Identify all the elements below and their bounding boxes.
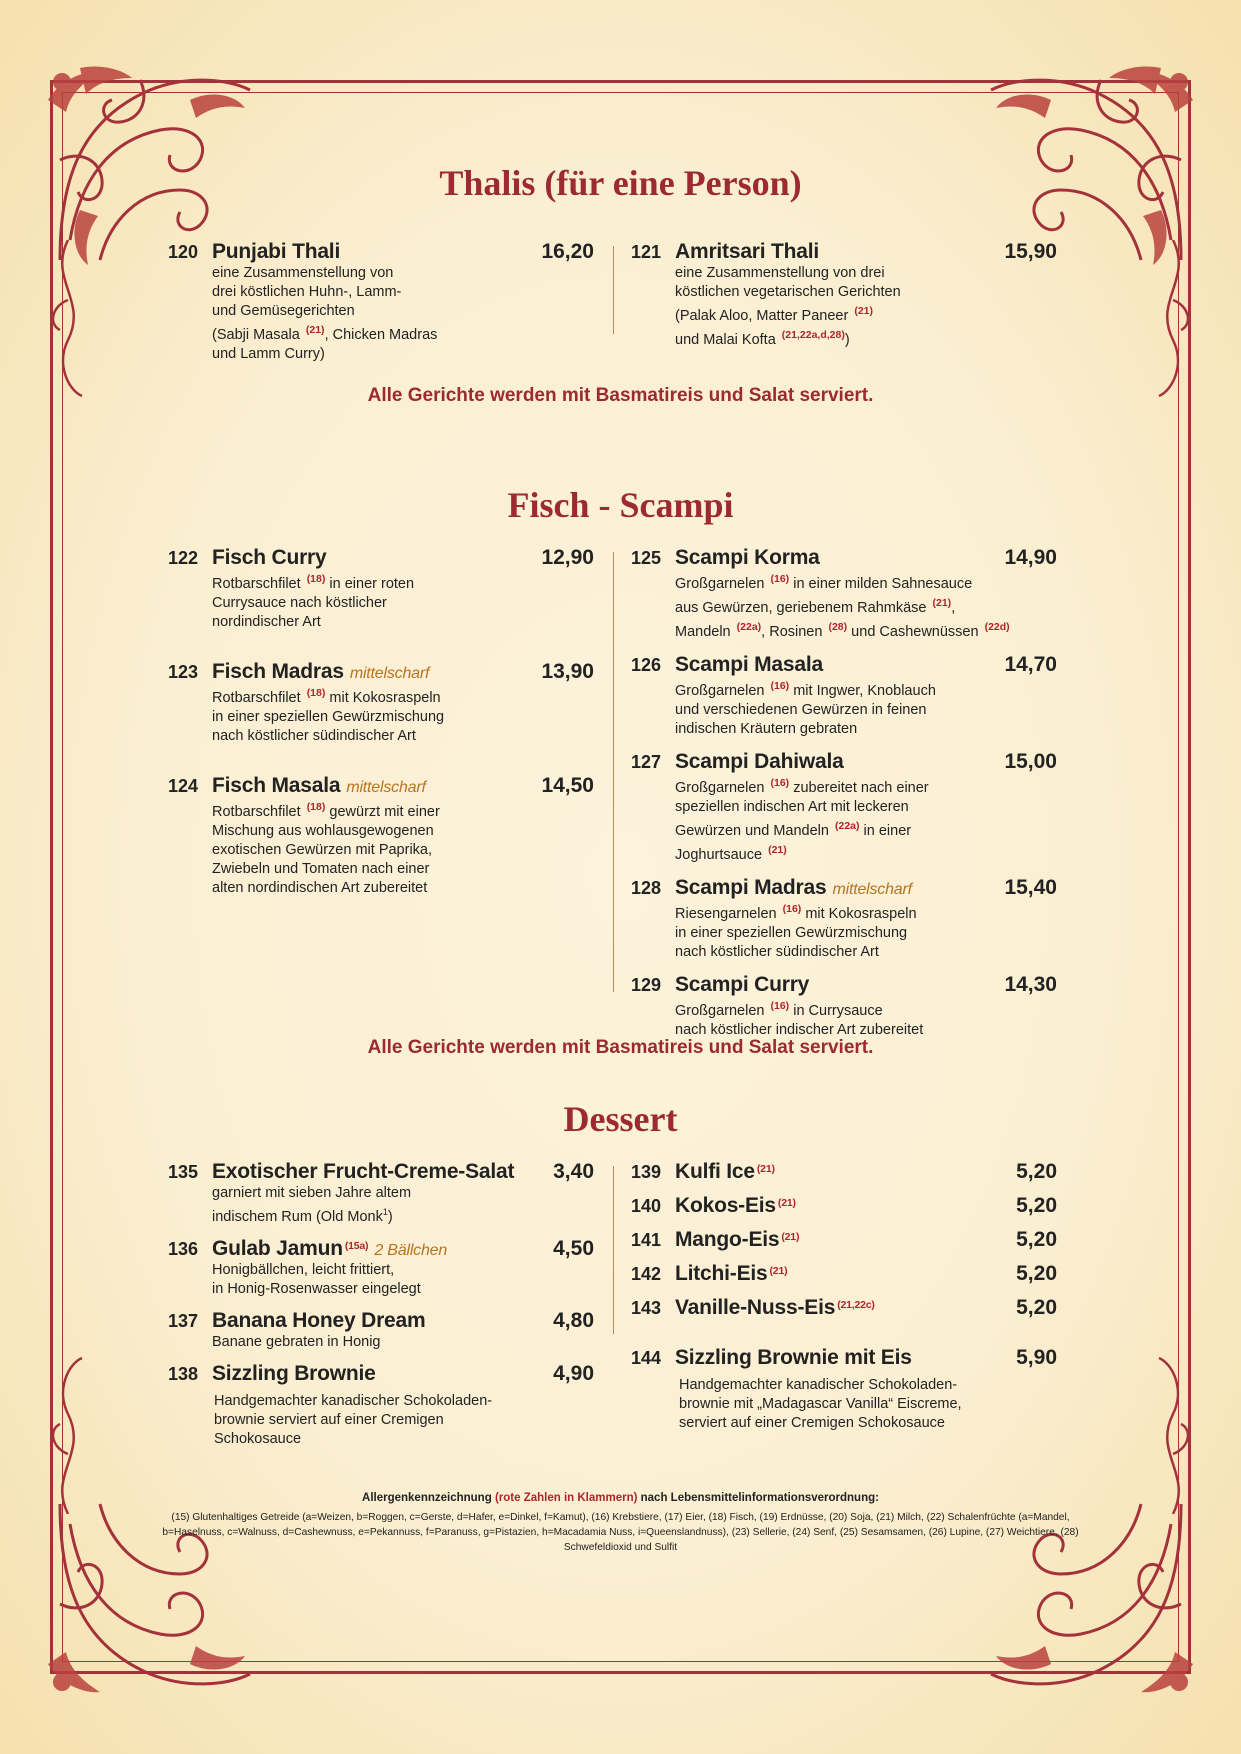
item-name: Punjabi Thali (212, 240, 341, 263)
item-description: Handgemachter kanadischer Schokoladen- brownie serviert auf einer Cremigen Schokosauce (214, 1392, 493, 1447)
item-number: 140 (631, 1196, 662, 1216)
menu-item-139 (631, 1160, 1057, 1184)
item-number: 124 (168, 776, 199, 796)
item-name: Scampi Madras mittelscharf (675, 876, 912, 899)
menu-item-136 (168, 1237, 594, 1299)
item-number: 121 (631, 242, 662, 262)
item-name: Scampi Curry (675, 973, 810, 996)
item-price: 14,70 (1004, 653, 1057, 676)
item-name: Banana Honey Dream (212, 1308, 426, 1332)
allergen-code: (21) (854, 305, 874, 317)
menu-item-124 (168, 774, 594, 898)
item-price: 5,20 (1016, 1228, 1057, 1251)
section-title-dessert: Dessert (563, 1099, 678, 1139)
allergen-code: (21) (932, 597, 952, 609)
item-number: 142 (631, 1264, 662, 1284)
item-name: Sizzling Brownie mit Eis (675, 1346, 912, 1369)
item-description: eine Zusammenstellung von drei köstlichen vegetarischen Gerichten (Palak Aloo, Matter Paneer $^{(21)}$ und Malai Kofta $^{(21,22a,d,28)}$) (675, 265, 901, 348)
thalis-right-column (631, 240, 1057, 350)
menu-item-121 (631, 240, 1057, 350)
allergen-code: (21) (305, 324, 325, 336)
item-number: 141 (631, 1230, 662, 1250)
item-price: 14,90 (1004, 546, 1057, 569)
dessert-right-column (631, 1160, 1057, 1433)
allergen-code: (16) (770, 680, 790, 692)
item-price: 5,20 (1016, 1160, 1057, 1183)
spice-tag: mittelscharf (346, 779, 426, 796)
menu-item-141 (631, 1228, 1057, 1252)
item-number: 138 (168, 1363, 199, 1384)
item-description: Rotbarschfilet $^{(18)}$ gewürzt mit einer Mischung aus wohlausgewogenen exotischen Gewürzen mit Paprika, Zwiebeln und Tomaten nach einer alten nordindischen Art zubereitet (212, 801, 440, 896)
item-price: 15,40 (1004, 876, 1057, 899)
menu-item-123 (168, 660, 594, 746)
item-price: 12,90 (541, 546, 594, 569)
allergen-code: (15a) (344, 1239, 369, 1252)
allergen-code: (21,22a,d,28) (781, 329, 845, 341)
item-name: Kokos-Eis $^{(21)}$ (675, 1194, 796, 1217)
item-number: 143 (631, 1298, 662, 1318)
allergen-code: (21) (777, 1197, 796, 1209)
item-name: Fisch Curry (212, 546, 327, 569)
item-number: 122 (168, 548, 199, 568)
column-divider (613, 552, 614, 992)
item-name: Gulab Jamun $^{(15a)}$ 2 Bällchen (212, 1236, 448, 1260)
allergen-code: (21) (768, 844, 787, 856)
item-description: Handgemachter kanadischer Schokoladen- brownie mit „Madagascar Vanilla“ Eiscreme, serviert auf einer Cremigen Schokosauce (679, 1377, 962, 1431)
item-description: Großgarnelen $^{(16)}$ zubereitet nach einer speziellen indischen Art mit leckeren Gewürzen und Mandeln $^{(22a)}$ in einer Joghurtsauce $^{(21)}$ (675, 777, 929, 863)
menu-item-126 (631, 653, 1057, 739)
allergen-code: (21) (781, 1231, 800, 1243)
item-description: Banane gebraten in Honig (212, 1333, 381, 1350)
item-description: Großgarnelen $^{(16)}$ in Currysauce nach köstlicher indischer Art zubereitet (675, 1000, 924, 1038)
spice-tag: mittelscharf (349, 665, 430, 682)
column-divider (613, 246, 614, 334)
menu-item-142 (631, 1262, 1057, 1286)
menu-item-140 (631, 1194, 1057, 1218)
item-number: 137 (168, 1310, 199, 1331)
allergen-legend-title: Allergenkennzeichnung (rote Zahlen in Klammern) nach Lebensmittelinformationsverordnung: (362, 1492, 879, 1504)
item-number: 136 (168, 1238, 199, 1259)
allergen-code: (18) (306, 801, 326, 813)
allergen-code: (22d) (984, 621, 1010, 633)
portion-tag: 2 Bällchen (374, 1241, 448, 1259)
fisch-right-column (631, 546, 1057, 1040)
item-description: Rotbarschfilet $^{(18)}$ in einer roten Currysauce nach köstlicher nordindischer Art (212, 573, 415, 630)
menu-item-125 (631, 546, 1057, 642)
item-price: 5,20 (1016, 1262, 1057, 1285)
item-name: Sizzling Brownie (212, 1361, 376, 1385)
item-name: Fisch Masala mittelscharf (212, 774, 426, 797)
item-price: 5,90 (1016, 1346, 1057, 1369)
menu-item-128 (631, 876, 1057, 962)
item-description: Großgarnelen $^{(16)}$ in einer milden Sahnesauce aus Gewürzen, geriebenem Rahmkäse $^{(21)}$, Mandeln $^{(22a)}$, Rosinen $^{(28)}$ und Cashewnüssen $^{(22d)}$ (675, 573, 1010, 640)
item-number: 126 (631, 655, 662, 675)
item-name: Vanille-Nuss-Eis $^{(21,22c)}$ (675, 1296, 875, 1319)
item-name: Scampi Dahiwala (675, 750, 844, 773)
allergen-code: (21,22c) (837, 1299, 875, 1311)
allergen-code: (21) (756, 1163, 775, 1175)
item-description: Rotbarschfilet $^{(18)}$ mit Kokosraspeln in einer speziellen Gewürzmischung nach köstlicher südindischer Art (212, 687, 445, 744)
ornament-side-left-icon (38, 240, 98, 400)
allergen-code: (22a) (736, 621, 762, 633)
item-name: Litchi-Eis $^{(21)}$ (675, 1262, 788, 1285)
item-name: Scampi Masala (675, 653, 823, 676)
item-name: Exotischer Frucht-Creme-Salat (212, 1160, 515, 1183)
item-price: 4,50 (553, 1236, 594, 1260)
item-number: 128 (631, 878, 662, 898)
item-number: 139 (631, 1162, 662, 1182)
item-price: 14,30 (1004, 973, 1057, 996)
item-price: 14,50 (541, 774, 594, 797)
item-price: 15,00 (1004, 750, 1057, 773)
item-name: Kulfi Ice $^{(21)}$ (675, 1160, 775, 1183)
allergen-legend-text: (15) Glutenhaltiges Getreide (a=Weizen, b=Roggen, c=Gerste, d=Hafer, e=Dinkel, f=Kamut), (16) Krebstiere, (17) Eier, (18) Fisch, (19) Erdnüsse, (20) Soja, (21) Milch, (22) Schalenfrüchte (a=Mandel, b=Haselnuss, c=Walnuss, d=Cashewnuss, e=Pekannuss, f=Paranuss, g=Pistazien, h=Macadamia Nuss, i=Queenslandnuss), (23) Sellerie, (24) Senf, (25) Sesamsamen, (26) Lupine, (27) Weichtiere, (28) Schwefeldioxid und Sulfit (162, 1512, 1079, 1553)
menu-item-120 (168, 240, 594, 364)
item-number: 127 (631, 752, 662, 772)
menu-item-127 (631, 750, 1057, 865)
ornament-side-left-lower-icon (38, 1354, 98, 1514)
section-title-fisch-scampi: Fisch - Scampi (507, 485, 734, 525)
item-price: 5,20 (1016, 1194, 1057, 1217)
item-description: Honigbällchen, leicht frittiert, in Honig-Rosenwasser eingelegt (212, 1261, 421, 1297)
item-name: Fisch Madras mittelscharf (212, 660, 430, 683)
item-number: 144 (631, 1348, 662, 1368)
allergen-code: (16) (770, 777, 790, 789)
allergen-code: (18) (306, 573, 326, 585)
ornament-side-right-lower-icon (1143, 1354, 1203, 1514)
allergen-code: (18) (306, 687, 326, 699)
item-price: 15,90 (1004, 240, 1057, 263)
menu-item-129 (631, 973, 1057, 1040)
ornament-side-right-icon (1143, 240, 1203, 400)
allergen-code: (16) (770, 573, 790, 585)
dessert-left-column (168, 1160, 594, 1449)
allergen-code: (16) (770, 1000, 790, 1012)
item-description: Riesengarnelen $^{(16)}$ mit Kokosraspeln in einer speziellen Gewürzmischung nach köstlicher südindischer Art (675, 903, 917, 960)
item-name: Scampi Korma (675, 546, 820, 569)
section-title-thalis: Thalis (für eine Person) (439, 163, 802, 203)
item-price: 4,90 (553, 1361, 594, 1385)
allergen-code: (21) (769, 1265, 788, 1277)
item-name: Amritsari Thali (675, 240, 820, 263)
item-description: garniert mit sieben Jahre altem indischem Rum (Old Monk$^1$) (212, 1185, 412, 1225)
menu-item-137 (168, 1309, 594, 1352)
rice-salad-notice: Alle Gerichte werden mit Basmatireis und Salat serviert. (367, 385, 874, 406)
item-number: 135 (168, 1162, 199, 1182)
menu-item-135 (168, 1160, 594, 1227)
item-name: Mango-Eis $^{(21)}$ (675, 1228, 800, 1251)
menu-item-143 (631, 1296, 1057, 1320)
allergen-code: (16) (782, 903, 802, 915)
allergen-code: (22a) (835, 820, 860, 832)
item-description: eine Zusammenstellung von drei köstlichen Huhn-, Lamm- und Gemüsegerichten (Sabji Masala $^{(21)}$, Chicken Madras und Lamm Curry) (212, 265, 438, 362)
item-price: 13,90 (541, 660, 594, 683)
menu-item-122 (168, 546, 594, 632)
item-price: 16,20 (541, 240, 594, 263)
item-price: 3,40 (553, 1160, 594, 1183)
rice-salad-notice: Alle Gerichte werden mit Basmatireis und Salat serviert. (367, 1037, 874, 1058)
spice-tag: mittelscharf (832, 881, 912, 898)
item-price: 5,20 (1016, 1296, 1057, 1319)
item-number: 129 (631, 975, 662, 995)
thalis-left-column (168, 240, 594, 364)
item-number: 120 (168, 242, 199, 262)
menu-item-144 (631, 1346, 1057, 1433)
allergen-code: (28) (828, 621, 848, 633)
item-price: 4,80 (553, 1308, 594, 1332)
item-number: 125 (631, 548, 662, 568)
fisch-left-column (168, 546, 594, 898)
column-divider (613, 1166, 614, 1334)
item-number: 123 (168, 662, 199, 682)
item-description: Großgarnelen $^{(16)}$ mit Ingwer, Knoblauch und verschiedenen Gewürzen in feinen indischen Kräutern gebraten (675, 680, 936, 737)
menu-item-138 (168, 1362, 594, 1449)
